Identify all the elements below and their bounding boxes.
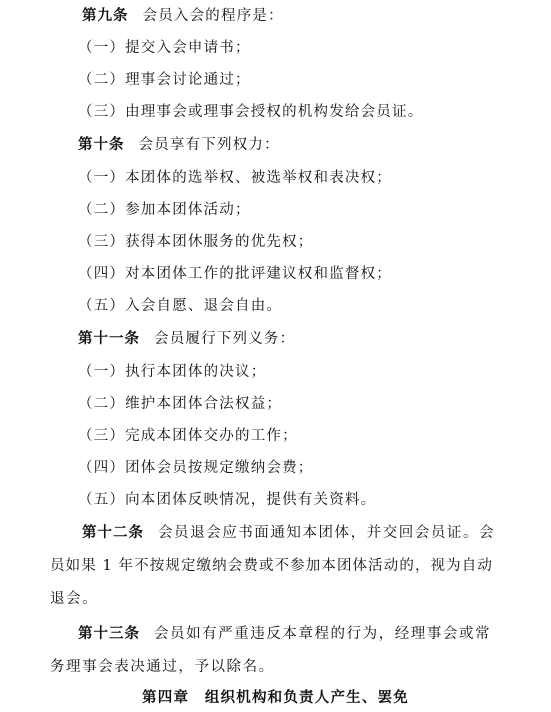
article-10-heading xyxy=(78,135,280,155)
article-10-item-5: （五）入会自愿、退会自由。 xyxy=(78,298,283,314)
article-9-item-3: （三）由理事会或理事会授权的机构发给会员证。 xyxy=(78,104,424,120)
article-12-label: 第十二条 xyxy=(82,524,144,541)
article-11-item-5: （五）向本团体反映情况，提供有关资料。 xyxy=(78,492,377,508)
article-10-item-2: （二）参加本团体活动； xyxy=(78,202,251,218)
article-9-text: 会员入会的程序是： xyxy=(142,8,284,24)
article-12-text-1: 会员退会应书面通知本团体，并交回会员证。会 xyxy=(158,525,496,541)
article-11-item-1: （一）执行本团体的决议； xyxy=(78,364,267,380)
article-13-label: 第十三条 xyxy=(78,625,140,642)
article-9-label: 第九条 xyxy=(82,7,129,24)
article-13-line-1 xyxy=(78,624,491,644)
article-10-item-1: （一）本团体的选举权、被选举权和表决权； xyxy=(78,170,392,186)
article-11-heading xyxy=(78,329,295,349)
article-12-line-2: 员如果 1 年不按规定缴纳会费或不参加本团体活动的，视为自动 xyxy=(50,558,493,574)
article-10-text: 会员享有下列权力： xyxy=(138,137,280,153)
article-9-heading xyxy=(82,6,284,26)
article-10-label: 第十条 xyxy=(78,136,125,153)
article-10-item-4: （四）对本团体工作的批评建议权和监督权； xyxy=(78,266,392,282)
chapter-4-title: 第四章 组织机构和负责人产生、罢免 xyxy=(142,689,409,706)
article-12-line-1 xyxy=(82,523,495,543)
article-11-text: 会员履行下列义务： xyxy=(154,331,296,347)
article-10-item-3: （三）获得本团休服务的优先权； xyxy=(78,234,314,250)
article-9-item-1: （一）提交入会申请书； xyxy=(78,40,251,56)
article-11-label: 第十一条 xyxy=(78,330,140,347)
article-11-item-3: （三）完成本团体交办的工作； xyxy=(78,428,298,444)
article-11-item-4: （四）团体会员按规定缴纳会费； xyxy=(78,460,314,476)
article-13-line-2: 务理事会表决通过，予以除名。 xyxy=(50,659,275,675)
article-13-text-1: 会员如有严重违反本章程的行为，经理事会或常 xyxy=(154,626,492,642)
article-12-line-3: 退会。 xyxy=(50,591,99,607)
article-9-item-2: （二）理事会讨论通过； xyxy=(78,72,251,88)
article-11-item-2: （二）维护本团体合法权益； xyxy=(78,396,283,412)
